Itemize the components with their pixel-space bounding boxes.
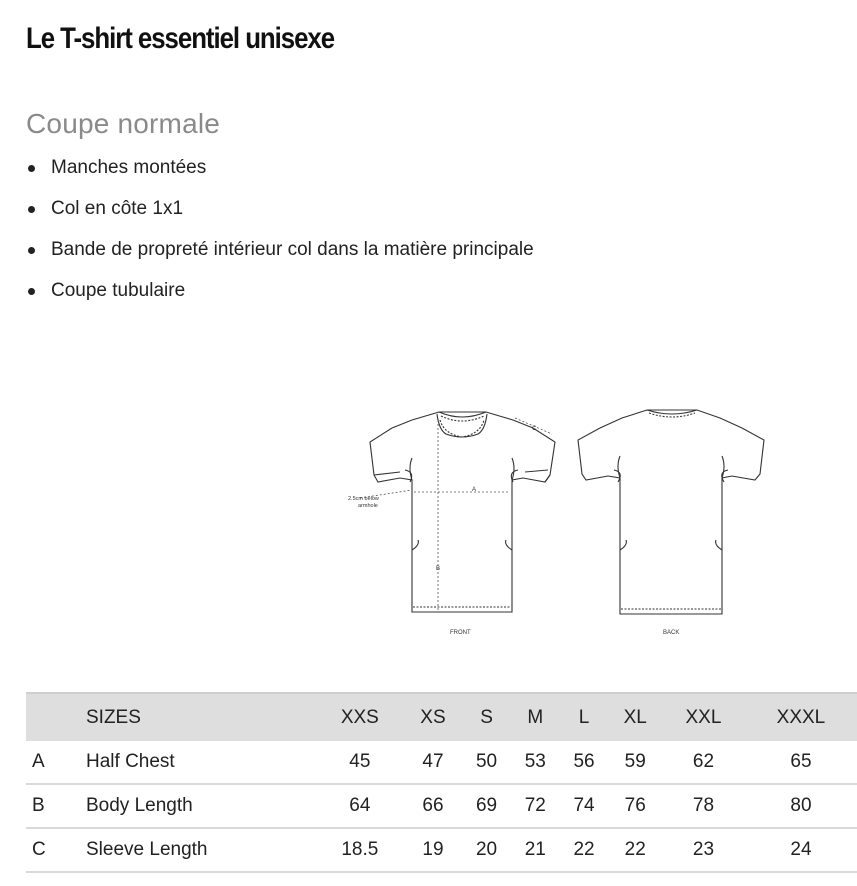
table-row	[26, 828, 857, 872]
armhole-note: armhole	[358, 503, 378, 509]
measure-label-c: C	[532, 426, 537, 432]
armhole-note: 2.5cm below	[348, 496, 379, 502]
feature-text: Manches montées	[51, 157, 207, 178]
feature-text: Coupe tubulaire	[51, 280, 186, 301]
row-letter: B	[26, 784, 86, 828]
row-letter: A	[26, 741, 86, 784]
fit-subtitle: Coupe normale	[26, 108, 221, 139]
bullet-icon	[28, 247, 35, 254]
size-header: S	[462, 693, 511, 741]
table-cell: 45	[316, 741, 404, 784]
front-label: FRONT	[450, 630, 471, 636]
size-header: M	[511, 693, 560, 741]
table-cell: 23	[662, 828, 745, 872]
feature-item	[26, 152, 534, 193]
feature-text: Bande de propreté intérieur col dans la matière principale	[51, 239, 534, 260]
page-title: Le T-shirt essentiel unisexe	[26, 22, 335, 55]
row-label: Half Chest	[86, 741, 316, 784]
feature-item	[26, 275, 534, 316]
table-cell: 22	[560, 828, 609, 872]
bullet-icon	[28, 165, 35, 172]
feature-text: Col en côte 1x1	[51, 198, 184, 219]
table-cell: 53	[511, 741, 560, 784]
table-cell: 80	[745, 784, 857, 828]
table-cell: 20	[462, 828, 511, 872]
table-cell: 76	[608, 784, 662, 828]
tshirt-back-illustration	[578, 410, 764, 614]
table-cell: 64	[316, 784, 404, 828]
table-row	[26, 741, 857, 784]
back-label: BACK	[663, 630, 680, 636]
table-header-row	[26, 693, 857, 741]
table-cell: 56	[560, 741, 609, 784]
table-cell: 72	[511, 784, 560, 828]
feature-item	[26, 234, 534, 275]
size-header: XS	[404, 693, 462, 741]
row-label: Body Length	[86, 784, 316, 828]
table-cell: 22	[608, 828, 662, 872]
table-cell: 65	[745, 741, 857, 784]
table-cell: 21	[511, 828, 560, 872]
table-row	[26, 784, 857, 828]
table-cell: 47	[404, 741, 462, 784]
size-header: XXL	[662, 693, 745, 741]
table-cell: 66	[404, 784, 462, 828]
feature-list	[26, 152, 534, 316]
size-header: XXS	[316, 693, 404, 741]
size-table	[26, 692, 857, 873]
size-header: XXXL	[745, 693, 857, 741]
feature-item	[26, 193, 534, 234]
header-sizes-label: SIZES	[86, 693, 316, 741]
table-cell: 59	[608, 741, 662, 784]
tshirt-measurement-diagram	[340, 400, 780, 645]
measure-label-a: A	[472, 487, 477, 493]
size-header: L	[560, 693, 609, 741]
header-blank-cell	[26, 693, 86, 741]
table-cell: 69	[462, 784, 511, 828]
tshirt-front-illustration	[370, 412, 555, 612]
row-label: Sleeve Length	[86, 828, 316, 872]
table-cell: 62	[662, 741, 745, 784]
table-cell: 24	[745, 828, 857, 872]
bullet-icon	[28, 288, 35, 295]
size-header: XL	[608, 693, 662, 741]
table-cell: 50	[462, 741, 511, 784]
table-cell: 19	[404, 828, 462, 872]
measure-label-b: B	[436, 566, 441, 572]
bullet-icon	[28, 206, 35, 213]
table-cell: 78	[662, 784, 745, 828]
table-cell: 74	[560, 784, 609, 828]
row-letter: C	[26, 828, 86, 872]
table-cell: 18.5	[316, 828, 404, 872]
